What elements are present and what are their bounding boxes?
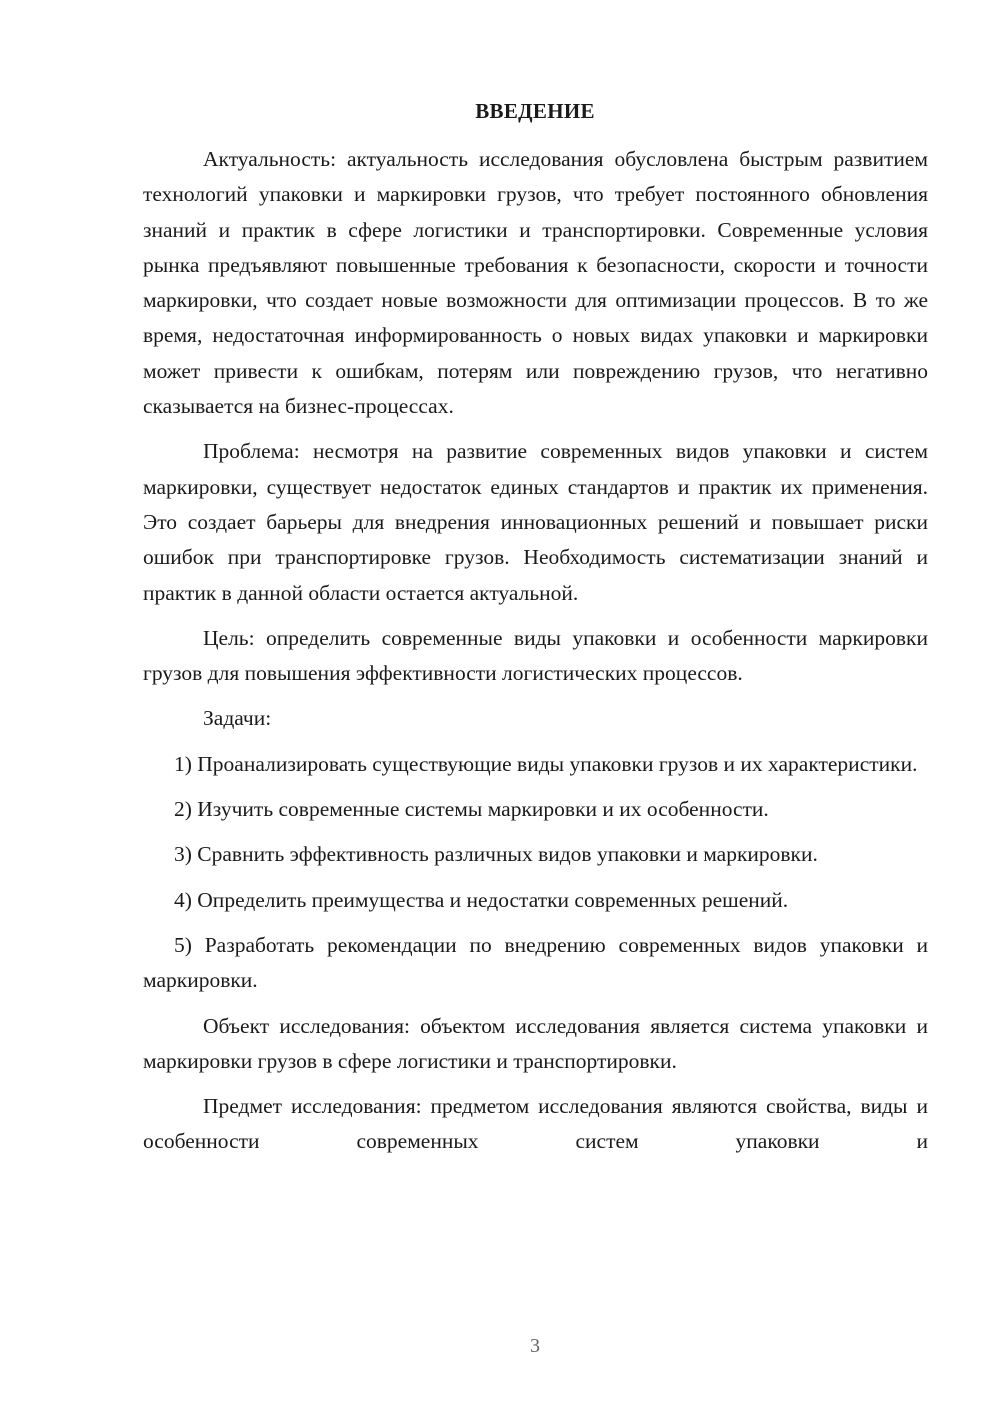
document-body (143, 142, 928, 1170)
paragraph-goal: Цель: определить современные виды упаковки и особенности маркировки грузов для повышения эффективности логистических процессов. (143, 625, 928, 686)
task-item: 4) Определить преимущества и недостатки современных решений. (174, 887, 789, 912)
paragraph-relevance: Актуальность: актуальность исследования обусловлена быстрым развитием технологий упаковки и маркировки грузов, что требует постоянного обновления знаний и практик в сфере логистики и транспортировки. Современные условия рынка предъявляют повышенные требования к безопасности, скорости и точности маркировки, что создает новые возможности для оптимизации процессов. В то же время, недостаточная информированность о новых видах упаковки и маркировки может привести к ошибкам, потерям или повреждению грузов, что негативно сказывается на бизнес-процессах. (143, 147, 928, 419)
paragraph-problem: Проблема: несмотря на развитие современных видов упаковки и систем маркировки, существует недостаток единых стандартов и практик их применения. Это создает барьеры для внедрения инновационных решений и повышает риски ошибок при транспортировке грузов. Необходимость систематизации знаний и практик в данной области остается актуальной. (143, 439, 928, 605)
task-item: 3) Сравнить эффективность различных видов упаковки и маркировки. (174, 842, 818, 867)
page-number: 3 (530, 1335, 540, 1357)
task-item: 1) Проанализировать существующие виды упаковки грузов и их характеристики. (174, 751, 918, 776)
task-item: 2) Изучить современные системы маркировки и их особенности. (174, 797, 769, 822)
tasks-title: Задачи: (203, 706, 272, 731)
paragraph-subject: Предмет исследования: предметом исследования являются свойства, виды и особенности современных систем упаковки и (143, 1094, 928, 1154)
paragraph-object: Объект исследования: объектом исследования является система упаковки и маркировки грузов в сфере логистики и транспортировки. (143, 1013, 928, 1073)
page-title: ВВЕДЕНИЕ (475, 99, 595, 123)
task-item: 5) Разработать рекомендации по внедрению современных видов упаковки и маркировки. (143, 932, 928, 993)
